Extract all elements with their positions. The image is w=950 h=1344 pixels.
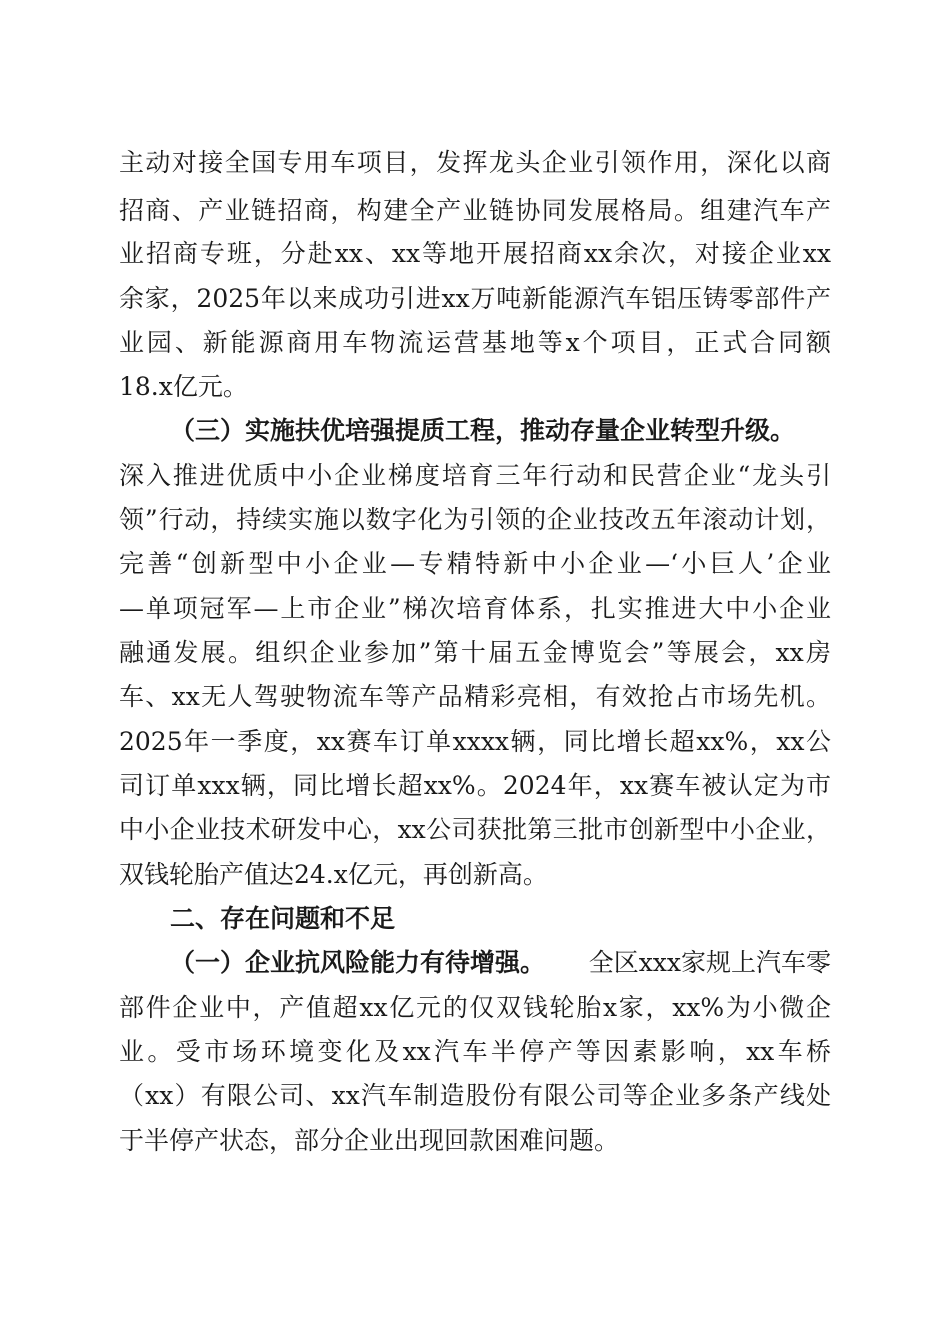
paragraph-line: 完善“创新型中小企业—专精特新中小企业—‘小巨人’企业 — [119, 549, 831, 578]
paragraph-line: 业招商专班，分赴xx、xx等地开展招商xx余次，对接企业xx — [119, 239, 831, 268]
paragraph-line: 司订单xxx辆，同比增长超xx%。2024年，xx赛车被认定为市 — [119, 771, 831, 800]
paragraph-line: 部件企业中，产值超xx亿元的仅双钱轮胎x家，xx%为小微企 — [119, 993, 831, 1022]
paragraph-line: 于半停产状态，部分企业出现回款困难问题。 — [119, 1126, 620, 1155]
subsection-heading: （三）实施扶优培强提质工程，推动存量企业转型升级。 — [170, 416, 796, 445]
paragraph-first-line — [170, 943, 831, 983]
section-heading: 二、存在问题和不足 — [170, 904, 396, 933]
subsection-heading: （一）企业抗风险能力有待增强。 — [170, 948, 546, 977]
paragraph-line: 余家，2025年以来成功引进xx万吨新能源汽车铝压铸零部件产 — [119, 284, 831, 313]
paragraph-line: 领”行动，持续实施以数字化为引领的企业技改五年滚动计划， — [119, 505, 831, 534]
paragraph-line: 主动对接全国专用车项目，发挥龙头企业引领作用，深化以商 — [119, 148, 831, 177]
paragraph-line: 双钱轮胎产值达24.x亿元，再创新高。 — [119, 860, 548, 889]
paragraph-line: 深入推进优质中小企业梯度培育三年行动和民营企业“龙头引 — [119, 461, 831, 490]
paragraph-line: 业园、新能源商用车物流运营基地等x个项目，正式合同额 — [119, 328, 831, 357]
paragraph-line: 2025年一季度，xx赛车订单xxxx辆，同比增长超xx%，xx公 — [119, 727, 831, 756]
paragraph-line: 中小企业技术研发中心，xx公司获批第三批市创新型中小企业， — [119, 815, 831, 844]
paragraph-line: 招商、产业链招商，构建全产业链协同发展格局。组建汽车产 — [119, 196, 831, 225]
paragraph-line: （xx）有限公司、xx汽车制造股份有限公司等企业多条产线处 — [119, 1081, 831, 1110]
paragraph-text: 全区xxx家规上汽车零 — [588, 948, 831, 977]
paragraph-line: 18.x亿元。 — [119, 372, 248, 401]
paragraph-line: 业。受市场环境变化及xx汽车半停产等因素影响，xx车桥 — [119, 1037, 831, 1066]
paragraph-line: 融通发展。组织企业参加”第十届五金博览会”等展会，xx房 — [119, 638, 831, 667]
paragraph-line: —单项冠军—上市企业”梯次培育体系，扎实推进大中小企业 — [119, 594, 831, 623]
paragraph-line: 车、xx无人驾驶物流车等产品精彩亮相，有效抢占市场先机。 — [119, 682, 831, 711]
